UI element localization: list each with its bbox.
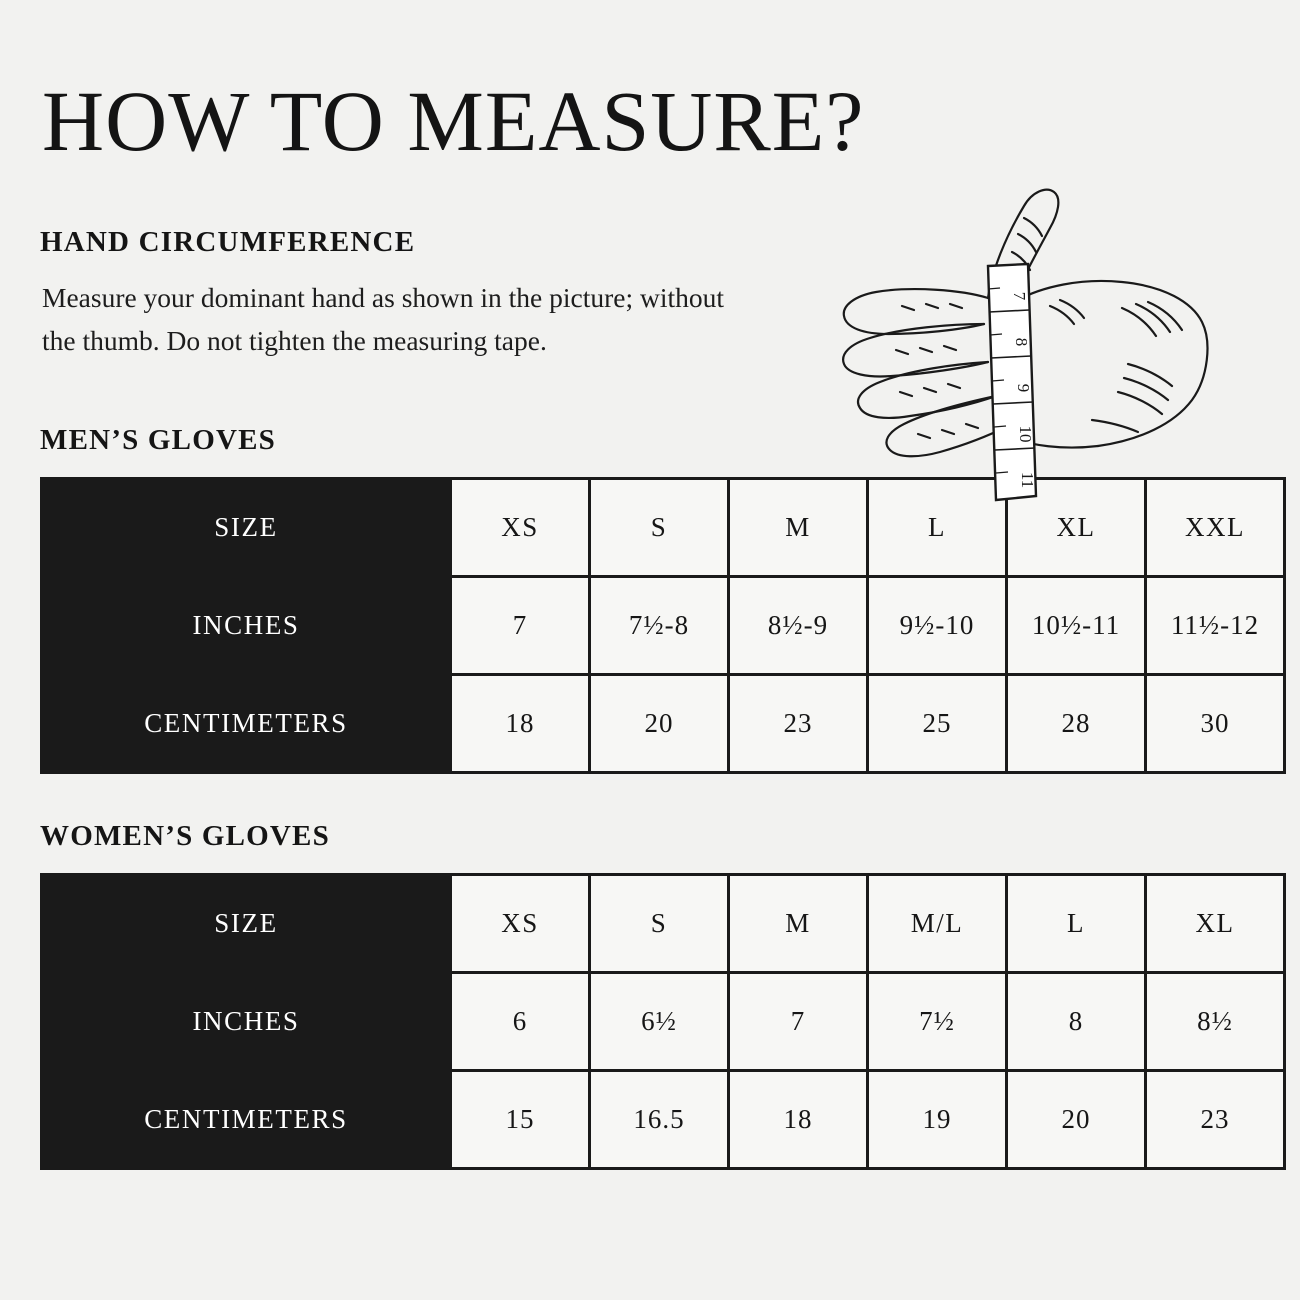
womens-cm-xs: 15	[451, 1071, 590, 1169]
womens-size-m: M	[729, 875, 868, 973]
mens-inches-xs: 7	[451, 577, 590, 675]
mens-centimeters-row-label: CENTIMETERS	[42, 675, 451, 773]
mens-size-xxl: XXL	[1146, 479, 1285, 577]
womens-inches-s: 6½	[590, 973, 729, 1071]
mens-cm-xs: 18	[451, 675, 590, 773]
hand-circumference-text: Measure your dominant hand as shown in the picture; without the thumb. Do not tighten the measuring tape.	[42, 282, 725, 356]
mens-inches-xxl: 11½-12	[1146, 577, 1285, 675]
mens-inches-xl: 10½-11	[1007, 577, 1146, 675]
mens-size-l: L	[868, 479, 1007, 577]
tape-label-10: 10	[1016, 425, 1035, 443]
womens-cm-l: 20	[1007, 1071, 1146, 1169]
womens-gloves-heading: WOMEN’S GLOVES	[40, 820, 330, 853]
tape-label-9: 9	[1014, 383, 1033, 393]
womens-inches-l: 8	[1007, 973, 1146, 1071]
tape-label-7: 7	[1010, 291, 1029, 301]
mens-size-xs: XS	[451, 479, 590, 577]
womens-size-xl: XL	[1146, 875, 1285, 973]
mens-cm-l: 25	[868, 675, 1007, 773]
womens-size-xs: XS	[451, 875, 590, 973]
mens-size-s: S	[590, 479, 729, 577]
mens-cm-xl: 28	[1007, 675, 1146, 773]
womens-inches-xl: 8½	[1146, 973, 1285, 1071]
womens-size-table	[40, 873, 1286, 1170]
tape-label-8: 8	[1012, 337, 1031, 347]
womens-cm-ml: 19	[868, 1071, 1007, 1169]
mens-inches-row-label: INCHES	[42, 577, 451, 675]
mens-gloves-heading: MEN’S GLOVES	[40, 424, 276, 457]
page-title: HOW TO MEASURE?	[42, 73, 865, 169]
womens-centimeters-row-label: CENTIMETERS	[42, 1071, 451, 1169]
mens-inches-m: 8½-9	[729, 577, 868, 675]
womens-size-s: S	[590, 875, 729, 973]
mens-cm-xxl: 30	[1146, 675, 1285, 773]
mens-size-xl: XL	[1007, 479, 1146, 577]
tape-label-11: 11	[1018, 471, 1037, 489]
hand-circumference-heading: HAND CIRCUMFERENCE	[40, 226, 416, 258]
hand-measuring-illustration	[792, 178, 1252, 538]
mens-inches-l: 9½-10	[868, 577, 1007, 675]
womens-cm-s: 16.5	[590, 1071, 729, 1169]
table-row	[42, 577, 1285, 675]
mens-cm-m: 23	[729, 675, 868, 773]
womens-cm-m: 18	[729, 1071, 868, 1169]
table-row	[42, 875, 1285, 973]
womens-inches-xs: 6	[451, 973, 590, 1071]
mens-size-m: M	[729, 479, 868, 577]
womens-size-row-label: SIZE	[42, 875, 451, 973]
womens-inches-ml: 7½	[868, 973, 1007, 1071]
mens-size-row-label: SIZE	[42, 479, 451, 577]
table-row	[42, 973, 1285, 1071]
mens-cm-s: 20	[590, 675, 729, 773]
womens-size-l: L	[1007, 875, 1146, 973]
mens-inches-s: 7½-8	[590, 577, 729, 675]
table-row	[42, 675, 1285, 773]
womens-cm-xl: 23	[1146, 1071, 1285, 1169]
womens-inches-m: 7	[729, 973, 868, 1071]
womens-inches-row-label: INCHES	[42, 973, 451, 1071]
table-row	[42, 1071, 1285, 1169]
womens-size-ml: M/L	[868, 875, 1007, 973]
